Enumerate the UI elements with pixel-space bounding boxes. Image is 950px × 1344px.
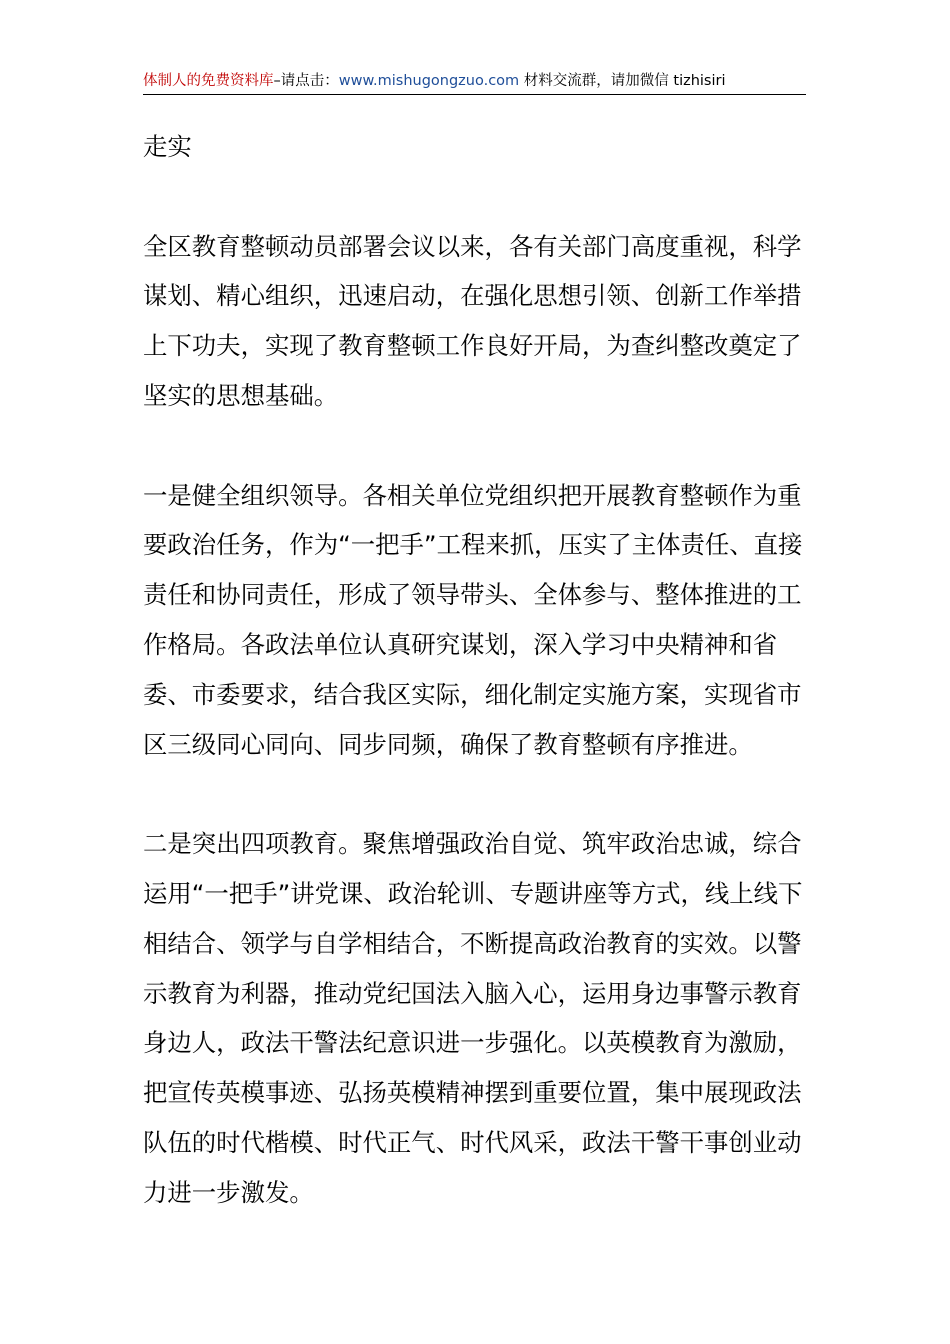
header-contact: 材料交流群，请加微信 tizhisiri — [519, 73, 726, 89]
document-body — [143, 122, 823, 1218]
header-prompt: –请点击： — [273, 73, 339, 89]
page-header — [143, 70, 806, 95]
paragraph-intro: 全区教育整顿动员部署会议以来，各有关部门高度重视，科学谋划、精心组织，迅速启动，在强化思想引领、创新工作举措上下功夫，实现了教育整顿工作良好开局，为查纠整改奠定了坚实的思想基础。 — [143, 231, 802, 410]
header-website-link[interactable]: www.mishugongzuo.com — [338, 73, 520, 89]
paragraph-education: 二是突出四项教育。聚焦增强政治自觉、筑牢政治忠诚，综合运用“一把手”讲党课、政治轮训、专题讲座等方式，线上线下相结合、领学与自学相结合，不断提高政治教育的实效。以警示教育为利器，推动党纪国法入脑入心，运用身边事警示教育身边人，政法干警法纪意识进一步强化。以英模教育为激励，把宣传英模事迹、弘扬英模精神摆到重要位置，集中展现政法队伍的时代楷模、时代正气、时代风采，政法干警干事创业动力进一步激发。 — [143, 829, 803, 1207]
section-heading: 走实 — [143, 132, 192, 161]
header-brand: 体制人的免费资料库 — [143, 73, 274, 89]
paragraph-organization: 一是健全组织领导。各相关单位党组织把开展教育整顿作为重要政治任务，作为“一把手”工程来抓，压实了主体责任、直接责任和协同责任，形成了领导带头、全体参与、整体推进的工作格局。各政法单位认真研究谋划，深入学习中央精神和省委、市委要求，结合我区实际，细化制定实施方案，实现省市区三级同心同向、同步同频，确保了教育整顿有序推进。 — [143, 480, 803, 759]
